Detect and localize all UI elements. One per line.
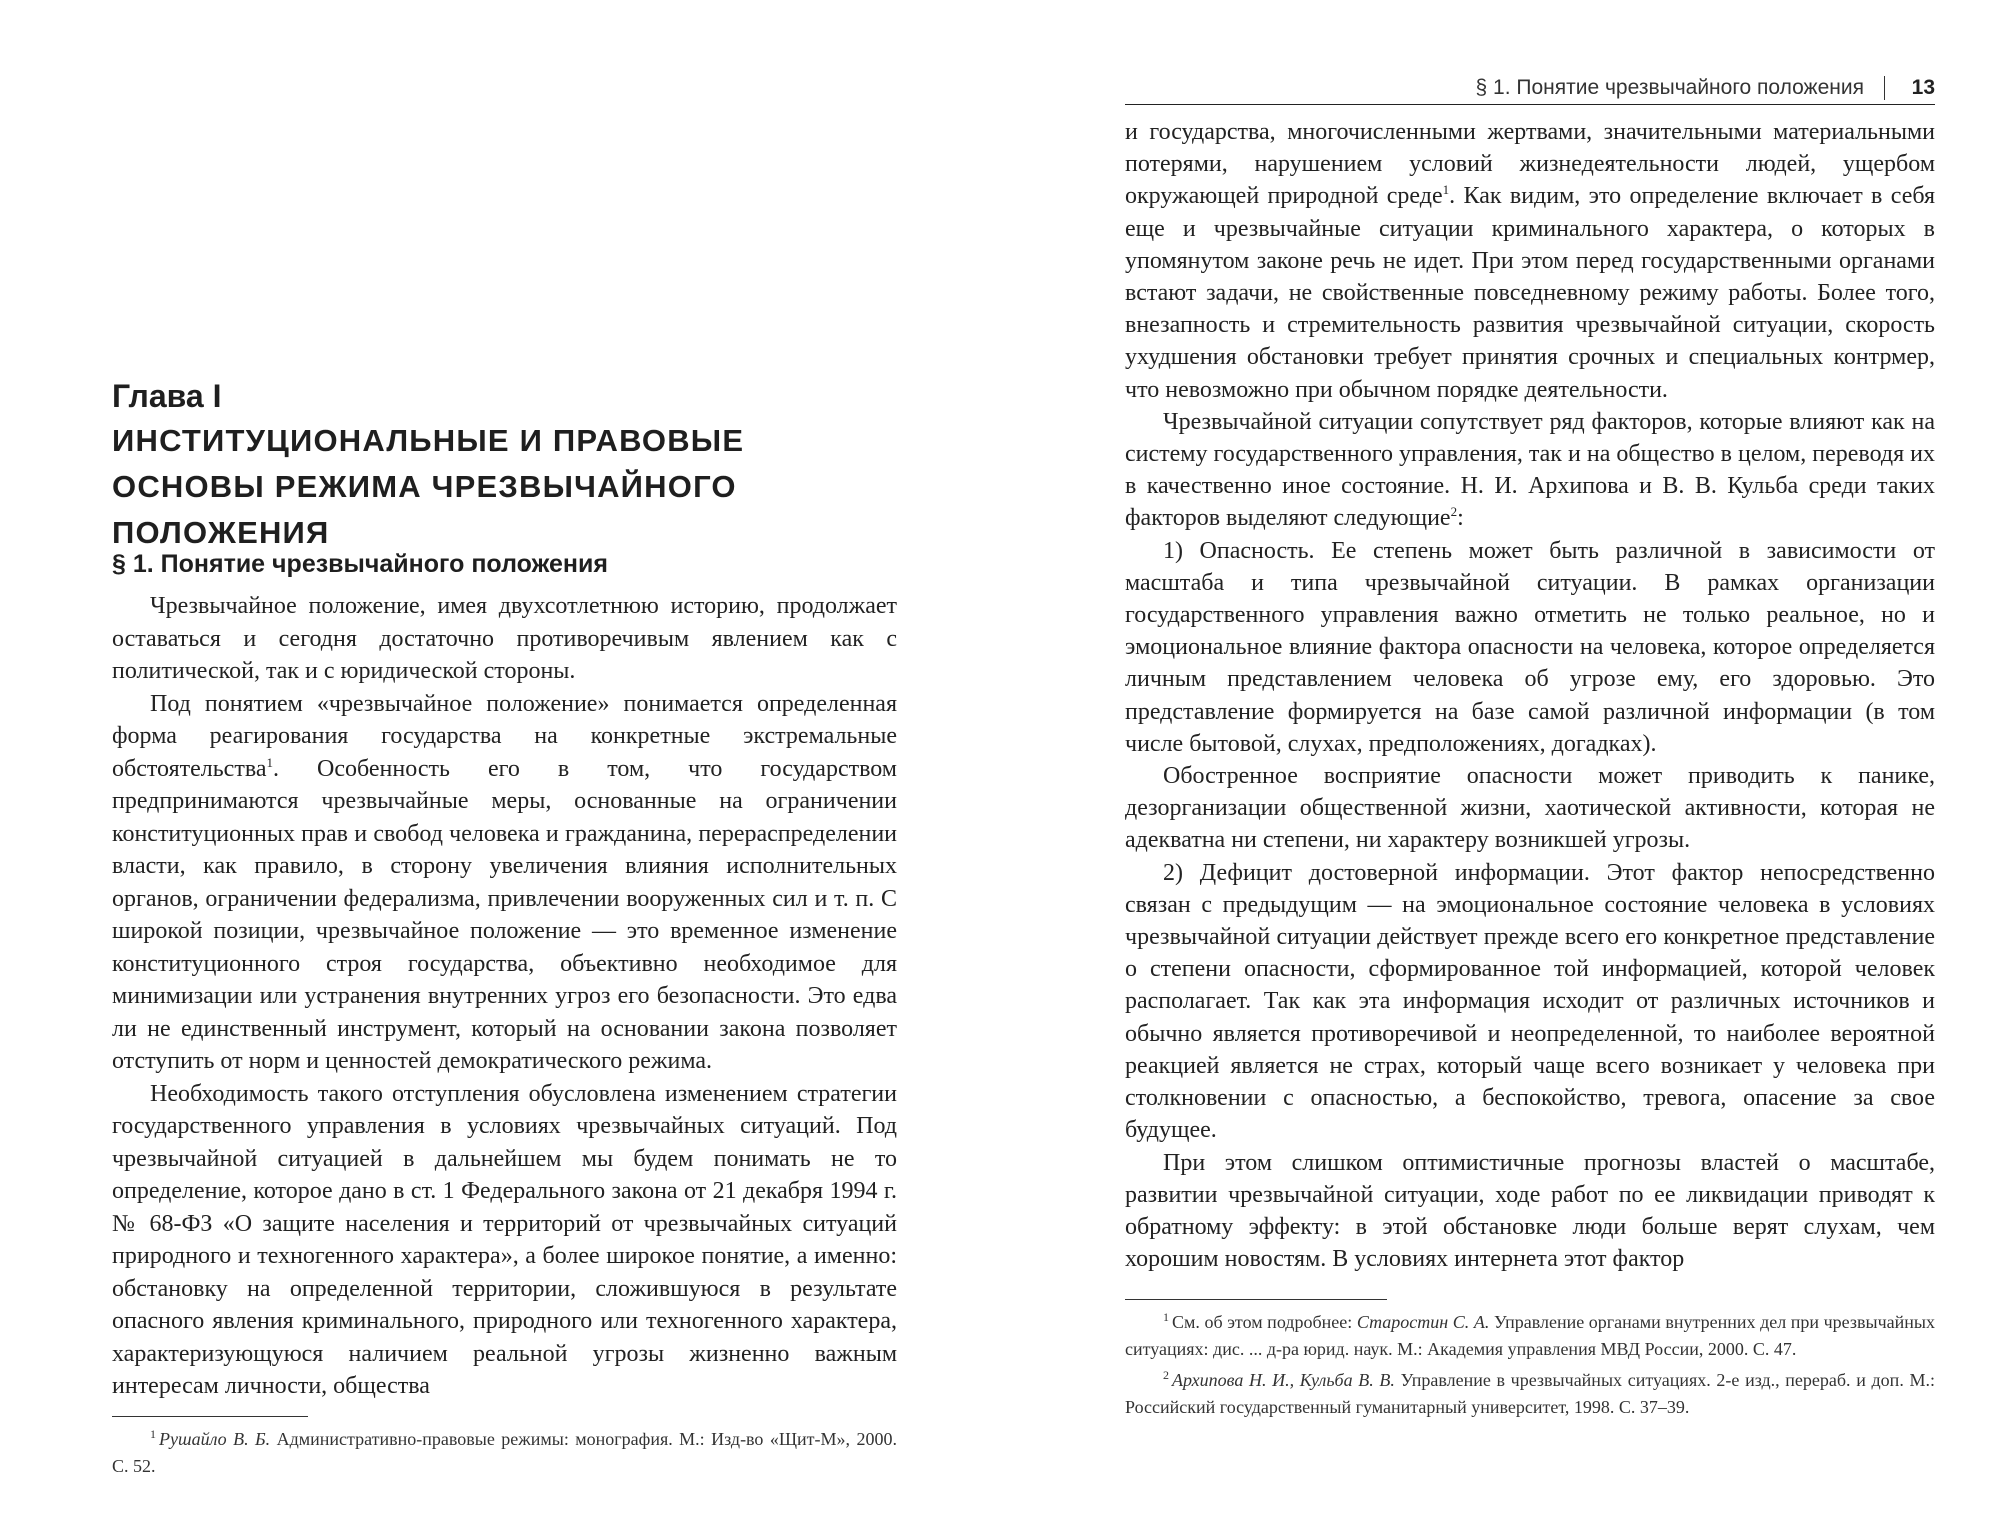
footnote-reference[interactable]: 2 [1450, 504, 1458, 520]
footnote-number: 1 [1163, 1310, 1169, 1324]
footnote-author: Рушайло В. Б. [159, 1429, 271, 1449]
footnote-divider [1125, 1299, 1387, 1300]
paragraph [1125, 116, 1935, 406]
header-rule [1125, 104, 1935, 105]
footnote-divider [112, 1416, 308, 1417]
footnote-text: Управление в чрезвычайных ситуациях. 2-е изд., перераб. и доп. М.: Российский государственный гуманитарный университет, 1998. С. 37–39. [1125, 1370, 1935, 1417]
footnote-text: Управление органами внутренних дел при чрезвычайных ситуациях: дис. ... д-ра юрид. наук. М.: Академия управления МВД России, 2000. С. 47. [1125, 1312, 1935, 1359]
paragraph-text: : [1457, 505, 1464, 532]
footnote-reference[interactable]: 1 [1442, 182, 1450, 198]
footnote [1125, 1367, 1935, 1421]
paragraph: 2) Дефицит достоверной информации. Этот фактор непосредственно связан с предыдущим — на эмоциональное состояние человека в условиях чрезвычайной ситуации действует прежде всего его конкретное представление о степени опасности, сформированное той информацией, которой человек располагает. Так как эта информация исходит от различных источников и обычно является противоречивой и неопределенной, то наиболее вероятной реакцией является не страх, который чаще всего возникает у человека при столкновении с опасностью, а беспокойство, тревога, опасение за свое будущее. [1125, 859, 1935, 1144]
footnote-number: 2 [1163, 1368, 1169, 1382]
paragraph-text: . Особенность его в том, что государством предпринимаются чрезвычайные меры, основанные на ограничении конституционных прав и свобод человека и гражданина, перераспределении власти, как правило, в сторону увеличения влияния исполнительных органов, ограничении федерализма, привлечении вооруженных сил и т. п. С широкой позиции, чрезвычайное положение — это временное изменение конституционного строя государства, объективно необходимое для минимизации или устранения внутренних угроз его безопасности. Это едва ли не единственный инструмент, который на основании закона позволяет отступить от норм и ценностей демократического режима. [112, 755, 897, 1074]
chapter-label: Глава I [112, 378, 222, 414]
footnote-prefix: См. об этом подробнее: [1172, 1312, 1357, 1332]
running-head-separator [1884, 76, 1885, 100]
paragraph: 1) Опасность. Ее степень может быть различной в зависимости от масштаба и типа чрезвычайной ситуации. В рамках организации государственного управления важно отметить не только реальное, но и эмоциональное влияние фактора опасности на человека, которое определяется личным представлением человека об угрозе ему, его здоровью. Это представление формируется на базе самой различной информации (в том числе бытовой, слухах, предположениях, догадках). [1125, 537, 1935, 757]
footnote-reference[interactable]: 1 [266, 754, 273, 770]
chapter-title: ИНСТИТУЦИОНАЛЬНЫЕ И ПРАВОВЫЕ ОСНОВЫ РЕЖИМА ЧРЕЗВЫЧАЙНОГО ПОЛОЖЕНИЯ [112, 423, 745, 550]
paragraph: Чрезвычайное положение, имея двухсотлетнюю историю, продолжает оставаться и сегодня достаточно противоречивым явлением как с политической, так и с юридической стороны. [112, 593, 897, 684]
running-head [1125, 72, 1935, 104]
paragraph: При этом слишком оптимистичные прогнозы властей о масштабе, развитии чрезвычайной ситуации, ходе работ по ее ликвидации приводят к обратному эффекту: в этой обстановке люди больше верят слухам, чем хорошим новостям. В условиях интернета этот фактор [1125, 1149, 1935, 1273]
paragraph-text: Чрезвычайной ситуации сопутствует ряд факторов, которые влияют как на систему государственного управления, так и на общество в целом, переводя их в качественно иное состояние. Н. И. Архипова и В. В. Кульба среди таких факторов выделяют следующие [1125, 408, 1935, 532]
footnote-author: Старостин С. А. [1356, 1312, 1490, 1332]
left-body-text [112, 590, 897, 1403]
paragraph [112, 688, 897, 1078]
paragraph [1125, 406, 1935, 535]
paragraph: Обостренное восприятие опасности может приводить к панике, дезорганизации общественной жизни, хаотической активности, которая не адекватна ни степени, ни характеру возникшей угрозы. [1125, 763, 1935, 854]
paragraph-text: и государства, многочисленными жертвами, значительными материальными потерями, нарушением условий жизнедеятельности людей, ущербом окружающей природной среде [1125, 119, 1935, 210]
page-number: 13 [1911, 76, 1935, 99]
footnote-text: Административно-правовые режимы: монография. М.: Изд-во «Щит-М», 2000. С. 52. [112, 1429, 897, 1476]
left-footnotes [112, 1426, 897, 1484]
footnote [1125, 1309, 1935, 1363]
section-title: § 1. Понятие чрезвычайного положения [112, 550, 608, 578]
paragraph-text: Под понятием «чрезвычайное положение» понимается определенная форма реагирования государства на конкретные экстремальные обстоятельства [112, 690, 897, 782]
footnote-number: 1 [150, 1427, 156, 1441]
footnote-author: Архипова Н. И., Кульба В. В. [1172, 1370, 1395, 1390]
right-footnotes [1125, 1309, 1935, 1425]
right-body-text [1125, 116, 1935, 1275]
paragraph: Необходимость такого отступления обусловлена изменением стратегии государственного управления в условиях чрезвычайных ситуаций. Под чрезвычайной ситуацией в дальнейшем мы будем понимать не то определение, которое дано в ст. 1 Федерального закона от 21 декабря 1994 г. № 68-ФЗ «О защите населения и территорий от чрезвычайных ситуаций природного и техногенного характера», а более широкое понятие, а именно: обстановку на определенной территории, сложившуюся в результате опасного явления криминального, природного или техногенного характера, характеризующуюся наличием реальной угрозы жизненно важным интересам личности, общества [112, 1080, 897, 1399]
paragraph-text: . Как видим, это определение включает в себя еще и чрезвычайные ситуации криминального характера, о которых в упомянутом законе речь не идет. При этом перед государственными органами встают задачи, не свойственные повседневному режиму работы. Более того, внезапность и стремительность развития чрезвычайной ситуации, скорость ухудшения обстановки требует принятия срочных и специальных контрмер, что невозможно при обычном порядке деятельности. [1125, 183, 1935, 403]
running-head-title: § 1. Понятие чрезвычайного положения [1475, 76, 1864, 99]
footnote [112, 1426, 897, 1480]
